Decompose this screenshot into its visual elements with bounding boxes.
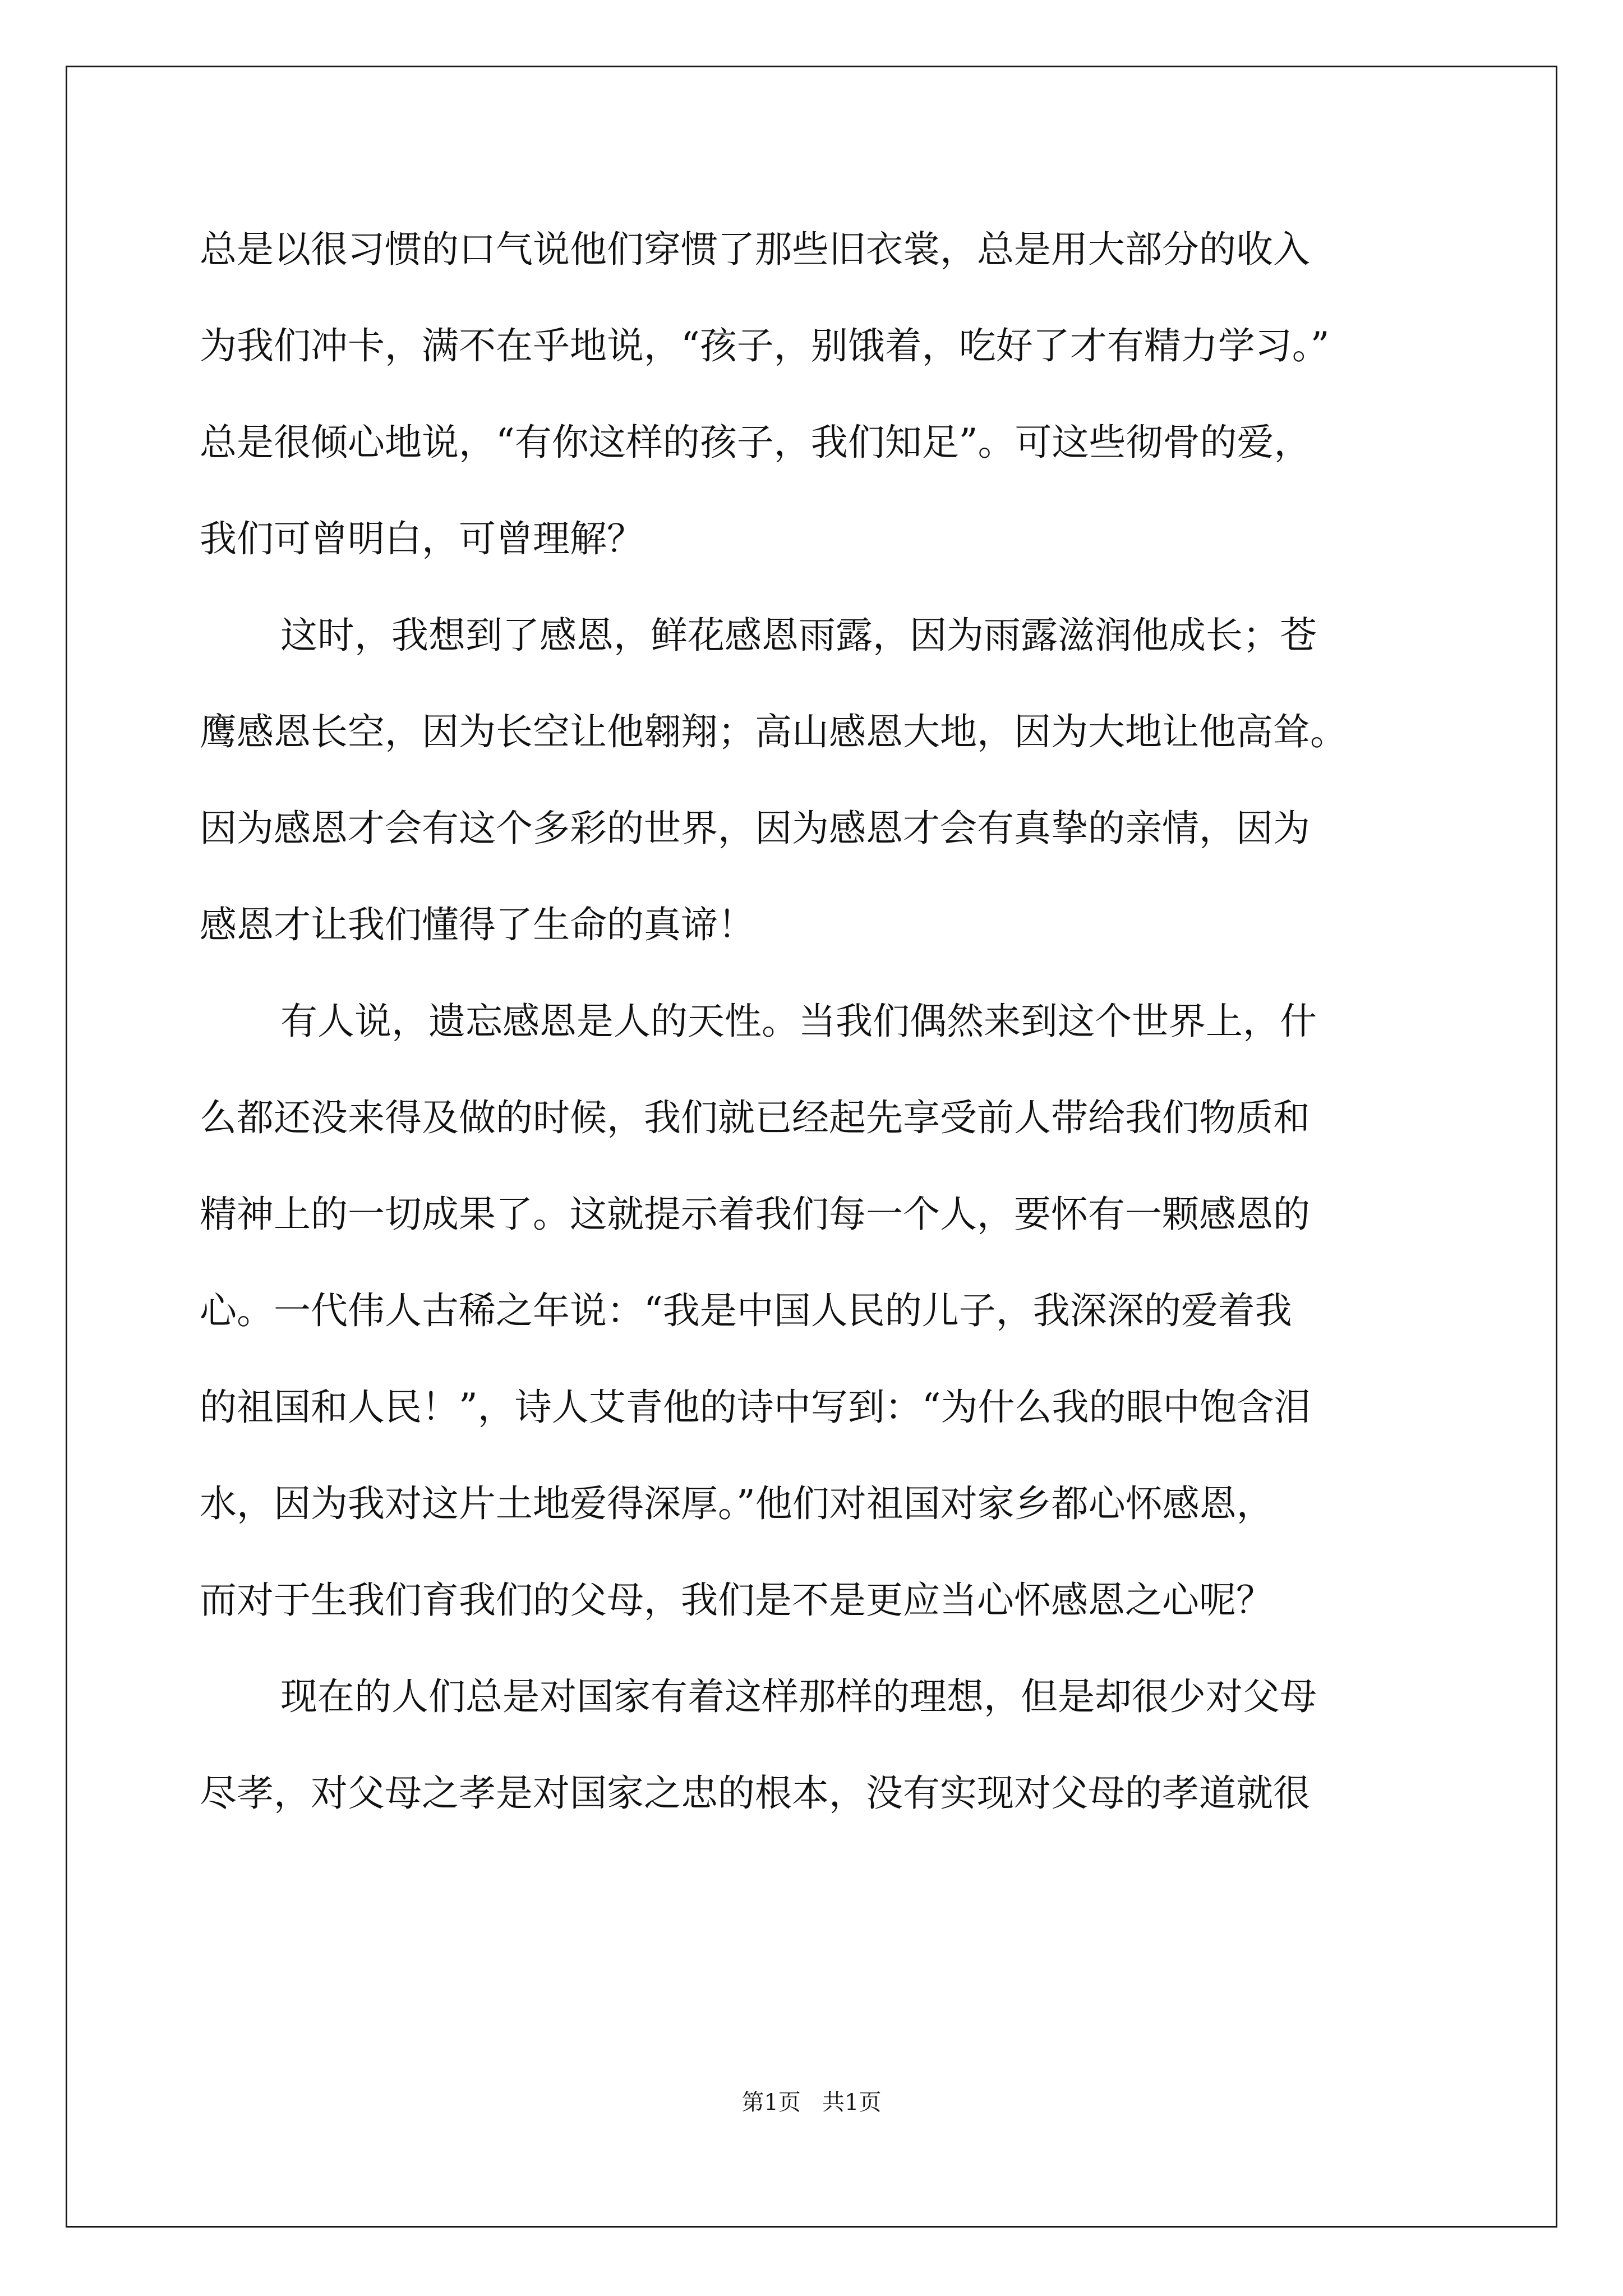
body-text-line: 而对于生我们育我们的父母，我们是不是更应当心怀感恩之心呢？ — [200, 1579, 1273, 1622]
paragraph-first-line: 有人说，遗忘感恩是人的天性。当我们偶然来到这个世界上，什 — [280, 1000, 1317, 1043]
body-text-line: 我们可曾明白，可曾理解？ — [200, 517, 644, 560]
body-text-line: 因为感恩才会有这个多彩的世界，因为感恩才会有真挚的亲情，因为 — [200, 807, 1310, 850]
body-text-line: 尽孝，对父母之孝是对国家之忠的根本，没有实现对父母的孝道就很 — [200, 1772, 1310, 1815]
body-text-line: 精神上的一切成果了。这就提示着我们每一个人，要怀有一颗感恩的 — [200, 1193, 1310, 1236]
body-text-line: 么都还没来得及做的时候，我们就已经起先享受前人带给我们物质和 — [200, 1096, 1310, 1139]
body-text-line: 总是很倾心地说，“有你这样的孩子，我们知足”。可这些彻骨的爱， — [200, 421, 1311, 464]
body-text-line: 感恩才让我们懂得了生命的真谛！ — [200, 903, 755, 946]
body-text-line: 鹰感恩长空，因为长空让他翱翔；高山感恩大地，因为大地让他高耸。 — [200, 710, 1347, 753]
body-text-line: 水，因为我对这片土地爱得深厚。”他们对祖国对家乡都心怀感恩， — [200, 1482, 1274, 1525]
body-text-line: 总是以很习惯的口气说他们穿惯了那些旧衣裳，总是用大部分的收入 — [200, 228, 1310, 271]
page-border — [66, 66, 1557, 2228]
paragraph-first-line: 这时，我想到了感恩，鲜花感恩雨露，因为雨露滋润他成长；苍 — [280, 614, 1317, 657]
page-number-footer: 第1页 共1页 — [741, 2090, 882, 2115]
body-text-line: 为我们冲卡，满不在乎地说，“孩子，别饿着，吃好了才有精力学习。” — [200, 324, 1330, 367]
body-text-line: 心。一代伟人古稀之年说：“我是中国人民的儿子，我深深的爱着我 — [200, 1289, 1292, 1332]
paragraph-first-line: 现在的人们总是对国家有着这样那样的理想，但是却很少对父母 — [280, 1675, 1317, 1718]
body-text-line: 的祖国和人民！”，诗人艾青他的诗中写到：“为什么我的眼中饱含泪 — [200, 1386, 1311, 1429]
